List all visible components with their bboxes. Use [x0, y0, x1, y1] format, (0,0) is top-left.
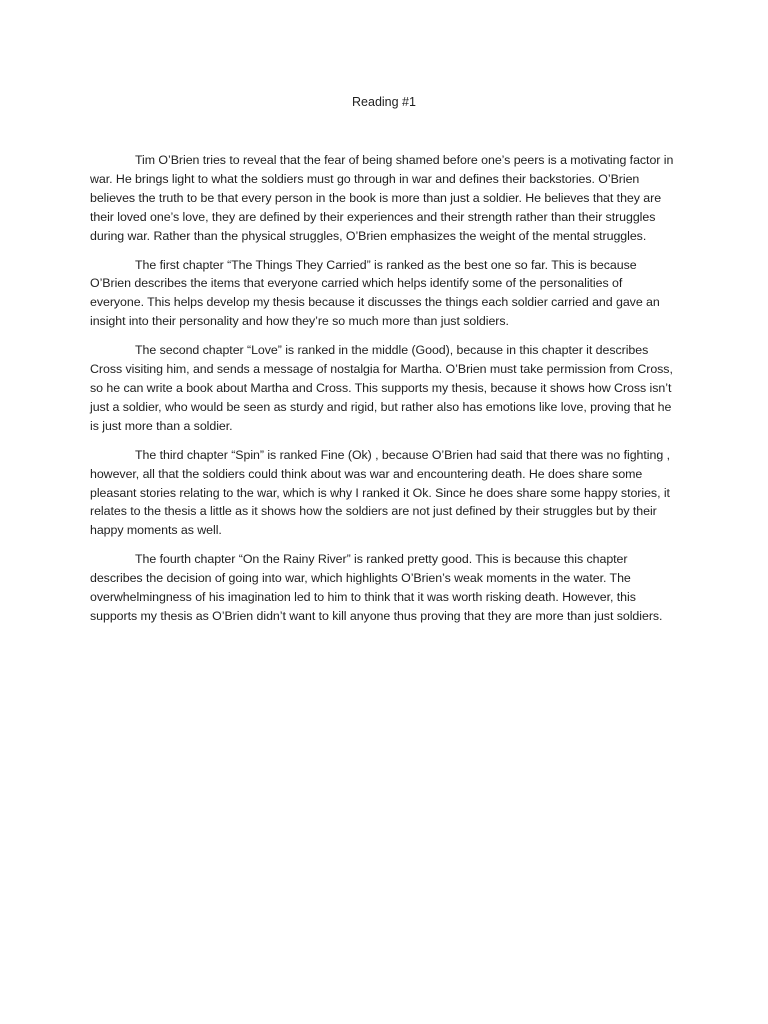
paragraph-chapter-love: The second chapter “Love” is ranked in the middle (Good), because in this chapter it describes Cross visiting him, and sends a message of nostalgia for Martha. O’Brien must take permission from Cross, so he can write a book about Martha and Cross. This supports my thesis, because it shows how Cross isn’t just a soldier, who would be seen as sturdy and rigid, but rather also has emotions like love, proving that he is just more than a soldier.	[90, 343, 673, 433]
paragraph-chapter-rainy-river: The fourth chapter “On the Rainy River” is ranked pretty good. This is because this chapter describes the decision of going into war, which highlights O’Brien’s weak moments in the water. The overwhelmingness of his imagination led to him to think that it was worth risking death. However, this supports my thesis as O’Brien didn’t want to kill anyone thus proving that they are more than just soldiers.	[90, 552, 663, 623]
document-title: Reading #1	[352, 95, 416, 109]
paragraph-chapter-things-they-carried: The first chapter “The Things They Carried” is ranked as the best one so far. This is because O’Brien describes the items that everyone carried which helps identify some of the personalities of everyone. This helps develop my thesis because it discusses the things each soldier carried and gave an insight into their personality and how they’re so much more than just soldiers.	[90, 257, 660, 329]
paragraph-chapter-spin: The third chapter “Spin” is ranked Fine (Ok) , because O’Brien had said that there was no fighting , however, all that the soldiers could think about was war and encountering death. He does share some pleasant stories relating to the war, which is why I ranked it Ok. Since he does share some happy stories, it relates to the thesis a little as it shows how the soldiers are not just defined by their struggles but by their happy moments as well.	[90, 447, 670, 538]
paragraph-thesis: Tim O’Brien tries to reveal that the fear of being shamed before one’s peers is a motivating factor in war. He brings light to what the soldiers must go through in war and defines their backstories. O’Brien believes the truth to be that every person in the book is more than just a soldier. He believes that they are their loved one’s love, they are defined by their experiences and their strength rather than their struggles during war. Rather than the physical struggles, O’Brien emphasizes the weight of the mental struggles.	[90, 153, 674, 243]
document-body	[90, 151, 678, 636]
